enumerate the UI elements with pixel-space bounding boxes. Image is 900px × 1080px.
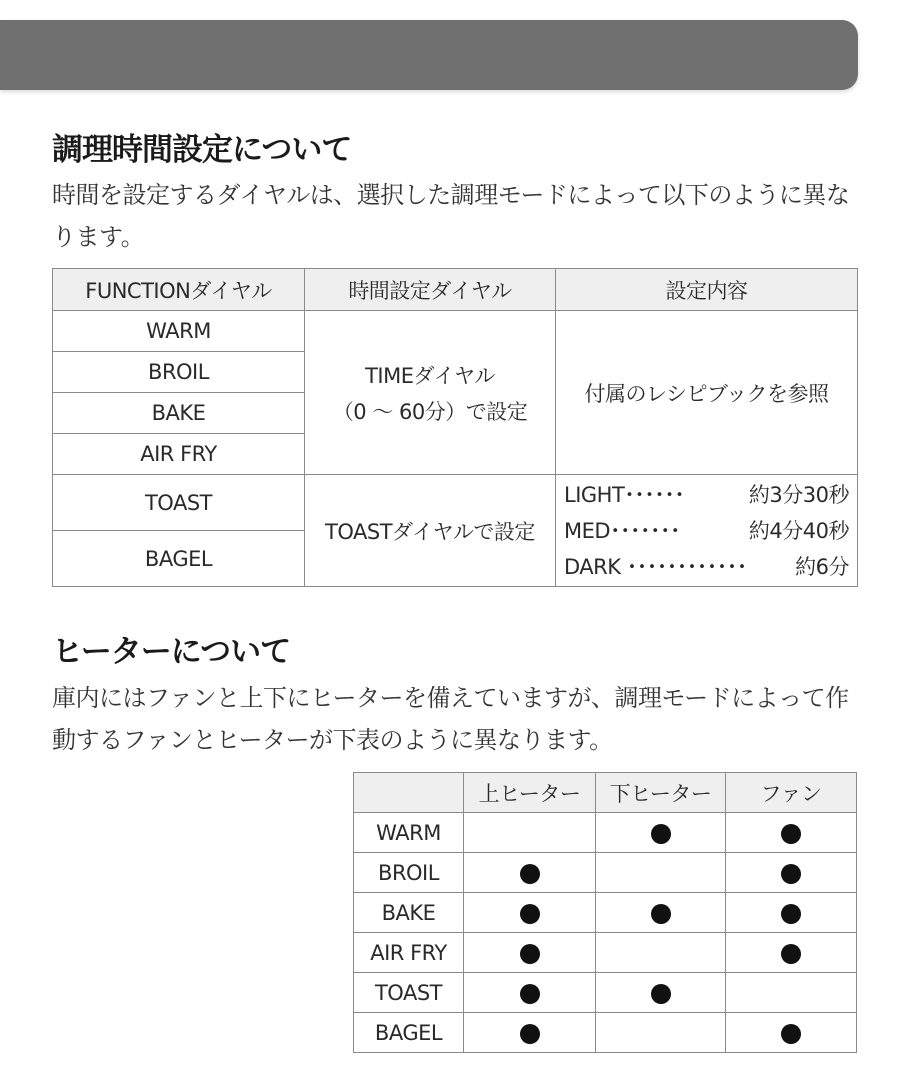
top-cell bbox=[464, 973, 596, 1013]
cooking-time-table bbox=[52, 268, 858, 587]
mode-cell: AIR FRY bbox=[354, 933, 464, 973]
mode-cell: BAGEL bbox=[354, 1013, 464, 1053]
column-header: 上ヒーター bbox=[464, 773, 596, 813]
function-cell: AIR FRY bbox=[53, 434, 305, 475]
mode-cell: BAKE bbox=[354, 893, 464, 933]
table-row bbox=[354, 1013, 857, 1053]
top-cell bbox=[464, 933, 596, 973]
function-cell: WARM bbox=[53, 311, 305, 352]
table-row bbox=[354, 973, 857, 1013]
dial-cell: TOASTダイヤルで設定 bbox=[305, 475, 556, 587]
column-header: 下ヒーター bbox=[596, 773, 726, 813]
top-cell bbox=[464, 813, 596, 853]
column-header: FUNCTIONダイヤル bbox=[53, 269, 305, 311]
function-cell: TOAST bbox=[53, 475, 305, 531]
section-title-heater: ヒーターについて bbox=[52, 634, 291, 670]
setting-label: MED･･･････ bbox=[564, 518, 681, 543]
dial-cell bbox=[305, 311, 556, 475]
active-dot-icon bbox=[781, 824, 801, 844]
function-cell: BAGEL bbox=[53, 531, 305, 587]
fan-cell bbox=[726, 893, 857, 933]
setting-label: DARK ････････････ bbox=[564, 554, 747, 579]
heater-table bbox=[353, 772, 857, 1053]
function-cell: BROIL bbox=[53, 352, 305, 393]
column-header: ファン bbox=[726, 773, 857, 813]
bottom-cell bbox=[596, 1013, 726, 1053]
setting-value: 約3分30秒 bbox=[748, 482, 849, 507]
setting-value: 約6分 bbox=[795, 554, 849, 579]
top-cell bbox=[464, 853, 596, 893]
bottom-cell bbox=[596, 813, 726, 853]
setting-label: LIGHT･･････ bbox=[564, 482, 685, 507]
table-row bbox=[354, 933, 857, 973]
toast-setting-light bbox=[564, 477, 857, 513]
column-header bbox=[354, 773, 464, 813]
bottom-cell bbox=[596, 973, 726, 1013]
section-body-heater: 庫内にはファンと上下にヒーターを備えていますが、調理モードによって作動するファンとヒーターが下表のように異なります。 bbox=[52, 684, 849, 754]
dial-text: TIMEダイヤル bbox=[365, 363, 495, 388]
column-header: 時間設定ダイヤル bbox=[305, 269, 556, 311]
active-dot-icon bbox=[651, 984, 671, 1004]
setting-value: 約4分40秒 bbox=[748, 518, 849, 543]
fan-cell bbox=[726, 853, 857, 893]
mode-cell: BROIL bbox=[354, 853, 464, 893]
active-dot-icon bbox=[781, 864, 801, 884]
fan-cell bbox=[726, 973, 857, 1013]
active-dot-icon bbox=[781, 944, 801, 964]
top-cell bbox=[464, 1013, 596, 1053]
active-dot-icon bbox=[520, 1024, 540, 1044]
active-dot-icon bbox=[520, 904, 540, 924]
active-dot-icon bbox=[781, 904, 801, 924]
section-title-cooking-time: 調理時間設定について bbox=[52, 132, 352, 168]
table-row bbox=[354, 893, 857, 933]
toast-settings-cell bbox=[556, 475, 858, 587]
table-row bbox=[354, 853, 857, 893]
top-cell bbox=[464, 893, 596, 933]
fan-cell bbox=[726, 1013, 857, 1053]
active-dot-icon bbox=[520, 944, 540, 964]
active-dot-icon bbox=[651, 904, 671, 924]
fan-cell bbox=[726, 933, 857, 973]
fan-cell bbox=[726, 813, 857, 853]
toast-setting-med bbox=[564, 513, 857, 549]
function-cell: BAKE bbox=[53, 393, 305, 434]
table-row bbox=[354, 813, 857, 853]
header-bar bbox=[0, 20, 858, 90]
toast-setting-dark bbox=[564, 549, 857, 585]
bottom-cell bbox=[596, 933, 726, 973]
section-body-cooking-time: 時間を設定するダイヤルは、選択した調理モードによって以下のように異なります。 bbox=[52, 181, 850, 251]
setting-cell: 付属のレシピブックを参照 bbox=[556, 311, 858, 475]
column-header: 設定内容 bbox=[556, 269, 858, 311]
active-dot-icon bbox=[520, 864, 540, 884]
mode-cell: WARM bbox=[354, 813, 464, 853]
dial-range: （0 ～ 60分）で設定 bbox=[332, 399, 528, 424]
mode-cell: TOAST bbox=[354, 973, 464, 1013]
active-dot-icon bbox=[781, 1024, 801, 1044]
bottom-cell bbox=[596, 893, 726, 933]
bottom-cell bbox=[596, 853, 726, 893]
active-dot-icon bbox=[651, 824, 671, 844]
active-dot-icon bbox=[520, 984, 540, 1004]
